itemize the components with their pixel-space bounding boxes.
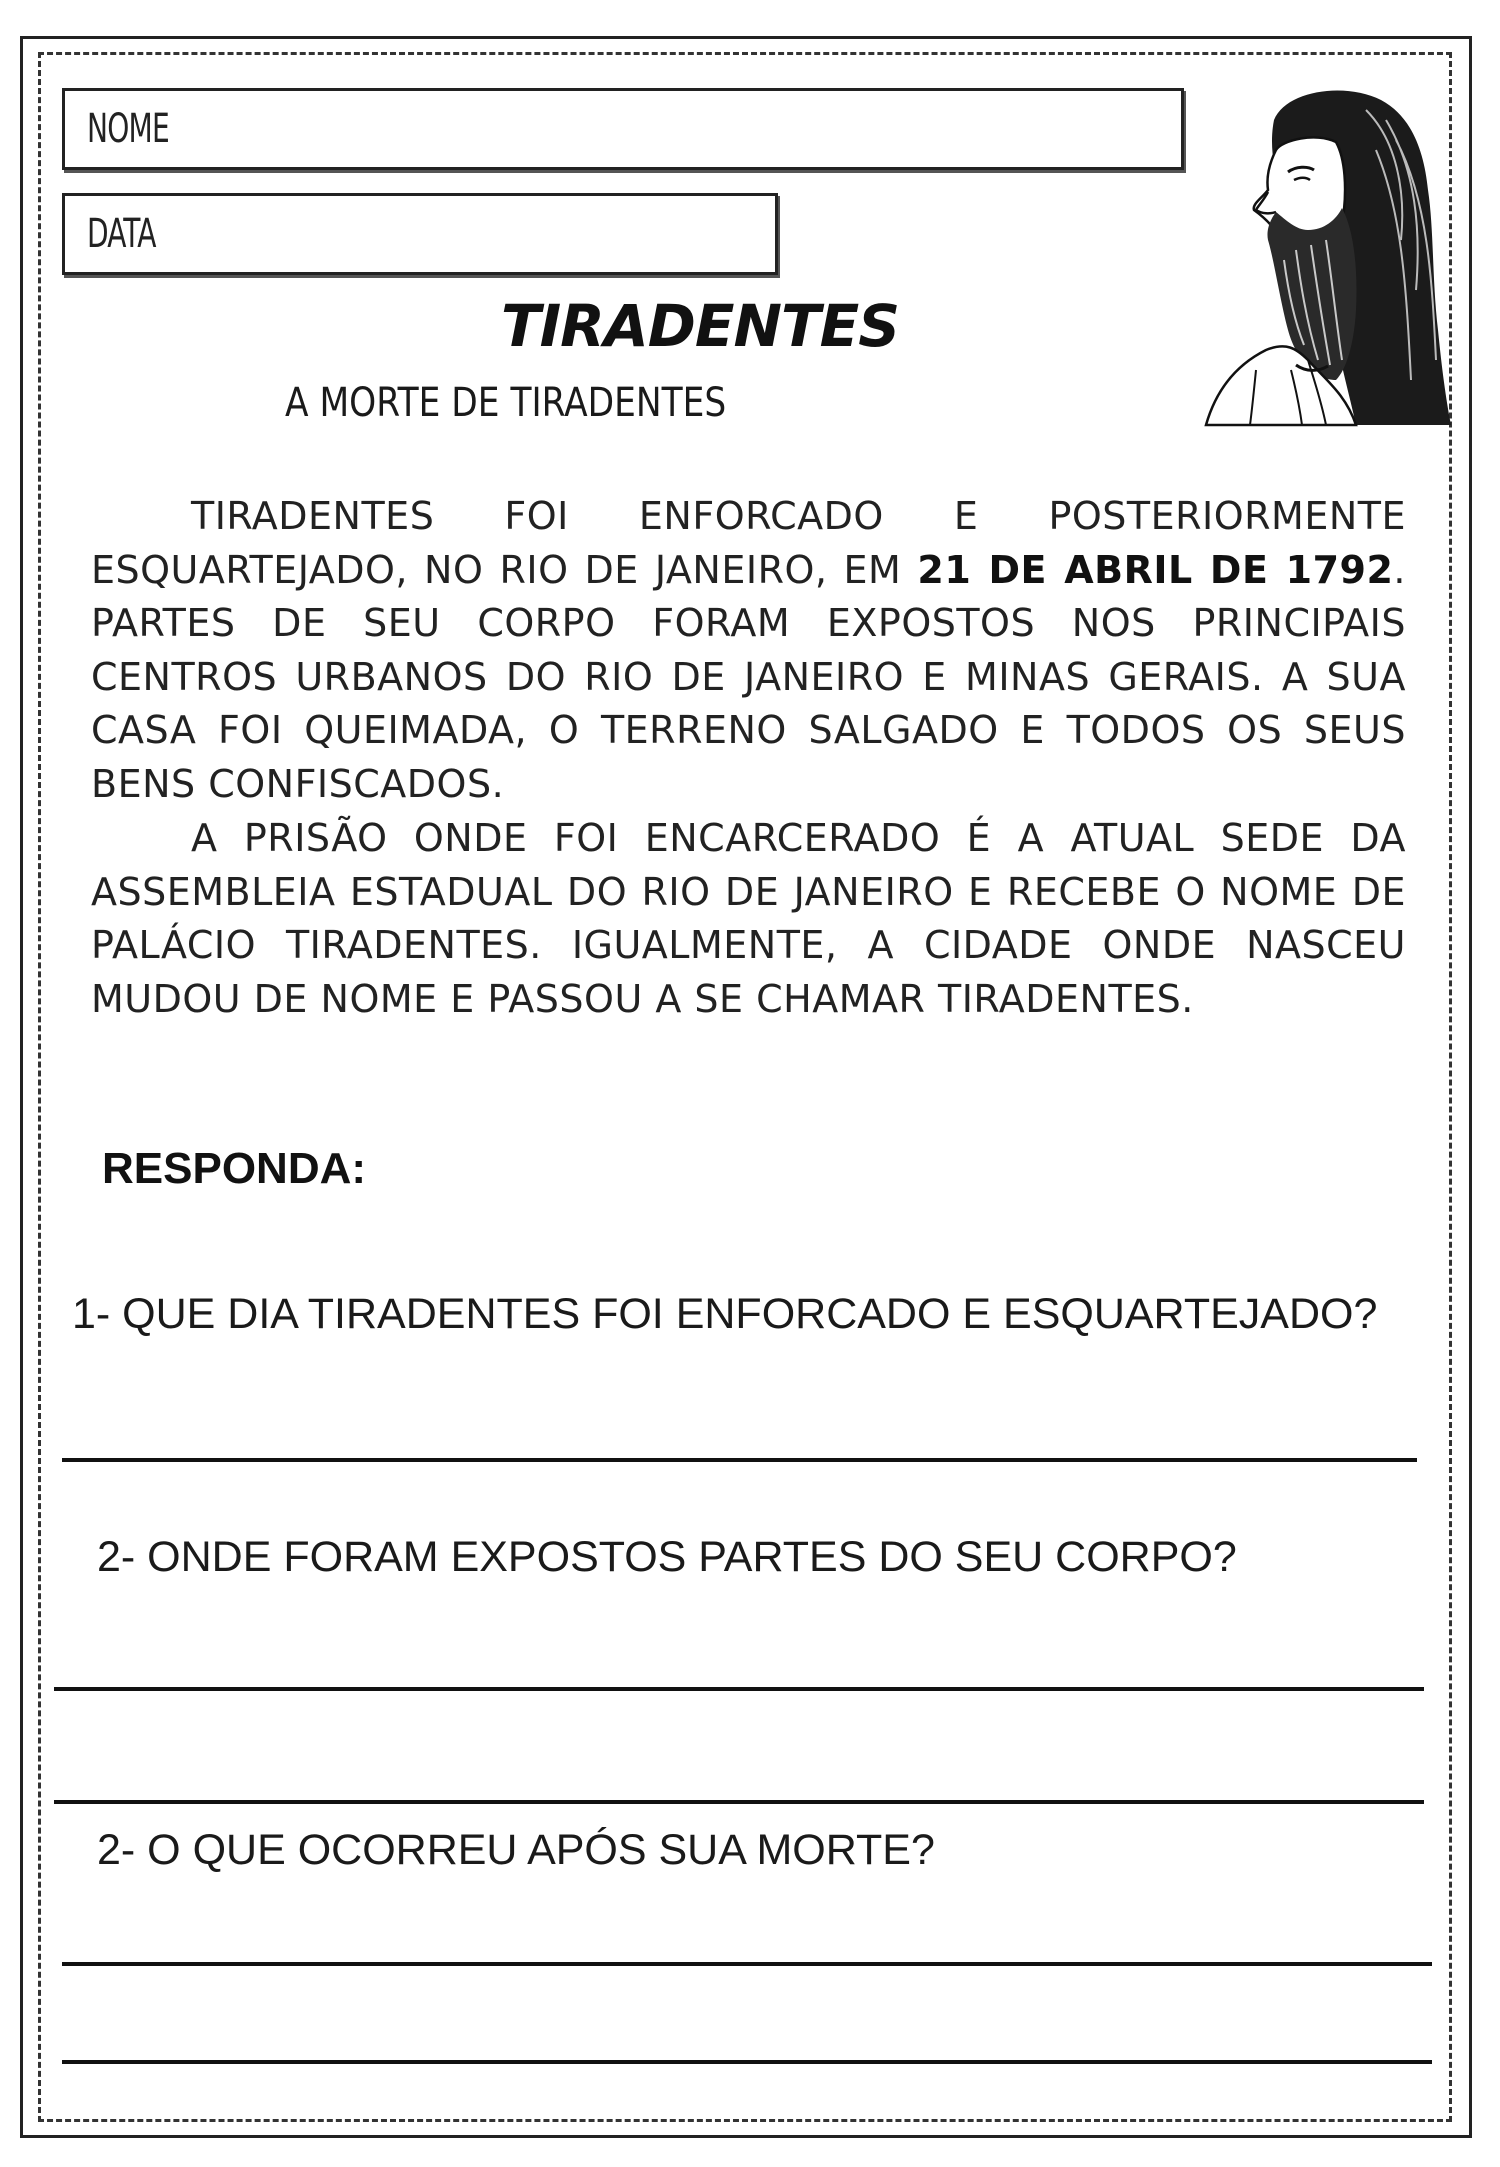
page-subtitle: A MORTE DE TIRADENTES	[285, 380, 727, 426]
execution-date: 21 DE ABRIL DE 1792	[917, 547, 1394, 592]
name-field[interactable]	[62, 88, 1184, 170]
answer-line-1[interactable]	[62, 1458, 1417, 1462]
paragraph-1-text-start: TIRADENTES FOI ENFORCADO E POSTERIORMENTE ESQUARTEJADO, NO RIO DE JANEIRO, EM	[91, 494, 1406, 592]
question-3: 2- O QUE OCORREU APÓS SUA MORTE?	[97, 1826, 935, 1874]
responda-heading: RESPONDA:	[102, 1144, 367, 1193]
answer-line-3a[interactable]	[62, 1962, 1432, 1966]
page-title: TIRADENTES	[501, 292, 899, 360]
paragraph-1-text-end: . PARTES DE SEU CORPO FORAM EXPOSTOS NOS PRINCIPAIS CENTROS URBANOS DO RIO DE JANEIRO E MINAS GERAIS. A SUA CASA FOI QUEIMADA, O TERRENO SALGADO E TODOS OS SEUS BENS CONFISCADOS.	[91, 547, 1406, 806]
answer-line-2b[interactable]	[54, 1800, 1424, 1804]
paragraph-2-text: A PRISÃO ONDE FOI ENCARCERADO É A ATUAL SEDE DA ASSEMBLEIA ESTADUAL DO RIO DE JANEIRO E RECEBE O NOME DE PALÁCIO TIRADENTES. IGUALMENTE, A CIDADE ONDE NASCEU MUDOU DE NOME E PASSOU A SE CHAMAR TIRADENTES.	[91, 816, 1406, 1021]
answer-line-3b[interactable]	[62, 2060, 1432, 2064]
tiradentes-portrait-icon	[1196, 80, 1456, 430]
question-2: 2- ONDE FORAM EXPOSTOS PARTES DO SEU CORPO?	[97, 1533, 1237, 1581]
name-label: NOME	[87, 106, 169, 152]
paragraph-1	[91, 490, 1406, 811]
date-label: DATA	[87, 211, 156, 257]
paragraph-2	[91, 812, 1406, 1026]
answer-line-2a[interactable]	[54, 1687, 1424, 1691]
date-field[interactable]	[62, 193, 778, 275]
question-1: 1- QUE DIA TIRADENTES FOI ENFORCADO E ESQUARTEJADO?	[72, 1290, 1378, 1338]
